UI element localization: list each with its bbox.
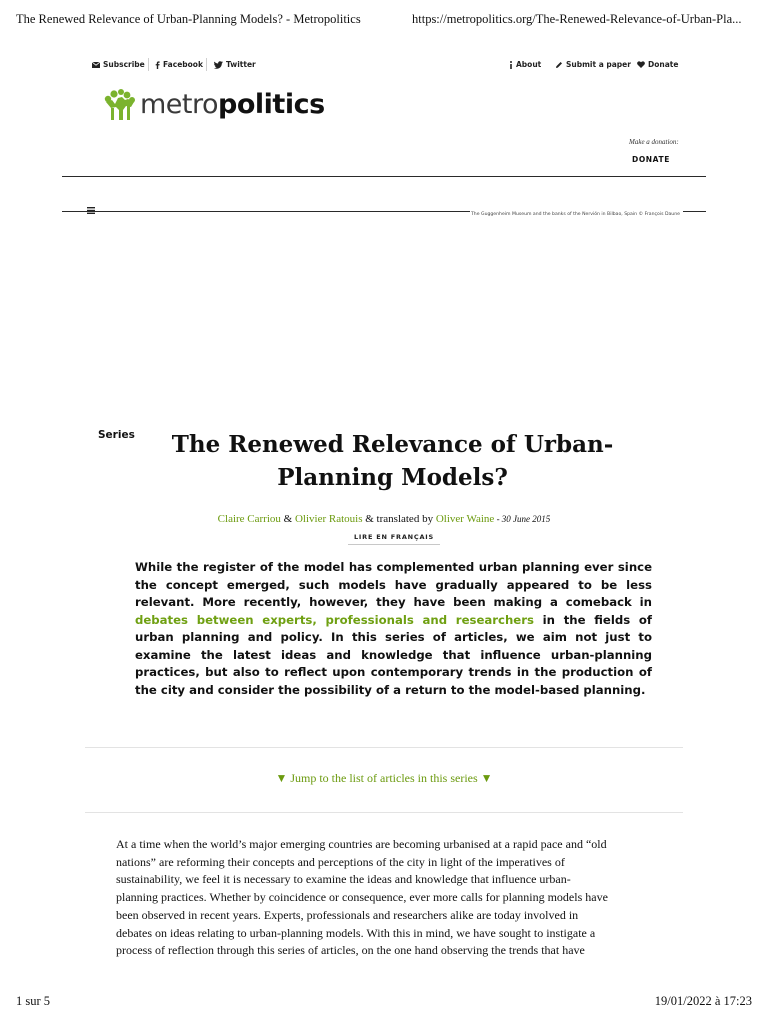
about-label: About — [516, 60, 542, 69]
jump-to-articles-link[interactable]: ▼ Jump to the list of articles in this series ▼ — [275, 771, 493, 785]
lead-paragraph — [135, 559, 652, 699]
publish-date: - 30 June 2015 — [494, 514, 551, 524]
subscribe-link[interactable] — [92, 60, 145, 69]
twitter-icon — [214, 61, 223, 69]
section-divider — [85, 812, 683, 813]
submit-paper-label: Submit a paper — [566, 60, 631, 69]
donate-link[interactable] — [637, 60, 678, 69]
print-footer-page: 1 sur 5 — [16, 994, 51, 1008]
twitter-label: Twitter — [226, 60, 256, 69]
lead-text: While the register of the model has complemented urban planning ever since the concept emerged, such models have gradually appeared to be less relevant. More recently, however, they have been making a comeback in — [135, 560, 652, 609]
image-caption: The Guggenheim Museum and the banks of the Nervión in Bilbao, Spain © François Daune — [471, 212, 680, 217]
submit-paper-link[interactable] — [555, 60, 631, 69]
body-line: process of reflection through this series of articles, on the one hand observing the trends that have — [116, 943, 585, 958]
logo-icon[interactable] — [103, 88, 137, 126]
author-link[interactable]: Olivier Ratouis — [294, 513, 363, 525]
subscribe-label: Subscribe — [103, 60, 145, 69]
menu-divider-left — [62, 211, 470, 212]
nav-divider — [206, 58, 207, 71]
menu-divider-right — [683, 211, 706, 212]
facebook-label: Facebook — [163, 60, 203, 69]
body-paragraph — [116, 836, 651, 960]
body-line: planning practices. Whether by coincidence or consequence, ever more calls for planning models have — [116, 890, 608, 905]
body-line: sustainability, we feel it is necessary to examine the ideas and knowledge that influence urban- — [116, 872, 571, 887]
about-link[interactable] — [509, 60, 541, 69]
donate-button[interactable]: DONATE — [632, 155, 670, 164]
byline-separator: & — [280, 513, 295, 525]
debates-link[interactable]: debates between experts, professionals and researchers — [135, 612, 534, 627]
envelope-icon — [92, 62, 100, 68]
series-label[interactable]: Series — [98, 429, 135, 441]
donate-label: Donate — [648, 60, 679, 69]
pencil-icon — [555, 61, 563, 69]
logo-wordmark[interactable] — [140, 89, 325, 120]
facebook-icon — [155, 61, 160, 69]
section-divider — [85, 747, 683, 748]
translator-link[interactable]: Oliver Waine — [435, 513, 495, 525]
hamburger-icon[interactable] — [87, 199, 95, 218]
info-icon — [509, 61, 513, 69]
logo-prefix: metro — [140, 89, 219, 120]
lead-text: in the fields of urban planning and policy. In this series of articles, we aim not just to examine the latest ideas and knowledge that influence urban-planning practices, but also to reflect upon contemporary trends in the production of the city and consider the possibility of a return to the model-based planning. — [135, 612, 652, 697]
print-footer-datetime: 19/01/2022 à 17:23 — [654, 994, 752, 1008]
article-title: The Renewed Relevance of Urban-Planning Models? — [171, 431, 614, 491]
nav-divider — [148, 58, 149, 71]
french-version-link[interactable]: LIRE EN FRANÇAIS — [348, 533, 440, 545]
print-header-url: https://metropolitics.org/The-Renewed-Relevance-of-Urban-Pla... — [412, 12, 742, 26]
body-line: nations” are reforming their concepts and perceptions of the city in light of the imperatives of — [116, 854, 565, 869]
header-divider — [62, 176, 706, 177]
body-line: At a time when the world’s major emerging countries are becoming urbanised at a rapid pace and “old — [116, 837, 607, 851]
print-header-title: The Renewed Relevance of Urban-Planning Models? - Metropolitics — [16, 12, 361, 26]
twitter-link[interactable] — [214, 60, 256, 69]
body-line: been observed in recent years. Experts, professionals and researchers alike are today involved in — [116, 907, 579, 922]
body-line: debates on ideas relating to urban-planning models. With this in mind, we have sought to instigate a — [116, 925, 596, 940]
facebook-link[interactable] — [155, 60, 203, 69]
heart-icon — [637, 61, 645, 68]
byline-translated: & translated by — [362, 513, 436, 525]
author-link[interactable]: Claire Carriou — [217, 513, 281, 525]
logo-suffix: politics — [218, 89, 325, 120]
donation-label: Make a donation: — [629, 138, 679, 146]
byline — [100, 513, 668, 525]
